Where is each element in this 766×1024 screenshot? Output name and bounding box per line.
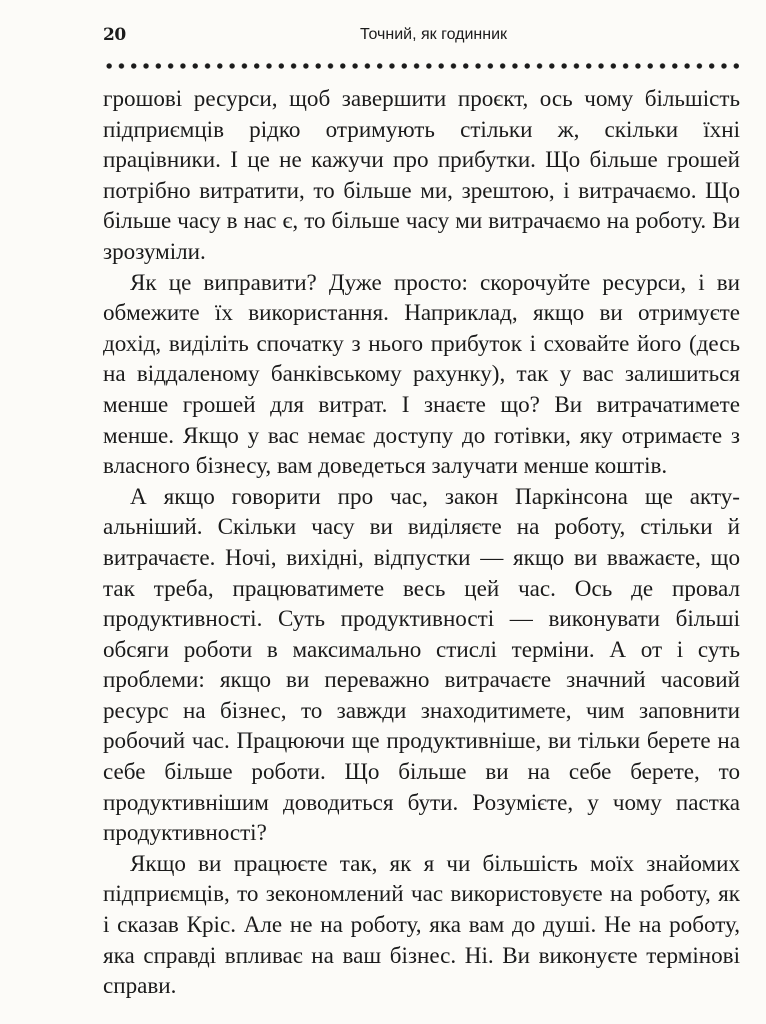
dotted-separator <box>103 62 740 70</box>
paragraph: Якщо ви працюєте так, як я чи більшість моїх знайомих підприємців, то зекономлений час використовуєте на роботу, як і сказав Кріс. Але не на роботу, яка вам до душі. Не на роботу, яка справді впливає на ваш бізнес. Ні. Ви виконуєте термінові справи. <box>103 849 740 999</box>
paragraph: грошові ресурси, щоб завершити проєкт, ось чому більшість підприємців рідко отримують стільки ж, скільки їхні працівники. І це не кажучи про прибутки. Що більше грошей потрібно витратити, то більше ми, зрештою, і витрачаємо. Що більше часу в нас є, то більше часу ми витрачаємо на роботу. Ви зрозуміли. <box>103 85 740 264</box>
page-number: 20 <box>103 25 126 45</box>
paragraph: Як це виправити? Дуже просто: скорочуйте ресурси, і ви обмежите їх використання. Наприклад, якщо ви отримуєте дохід, виділіть спочатку з нього прибуток і сховайте його (десь на віддаленому банківському рахунку), так у вас залишиться менше грошей для витрат. І знаєте що? Ви витрачатимете менше. Якщо у вас немає доступу до готівки, яку отримаєте з власного бізнесу, вам доведеться залучати менше коштів. <box>103 268 740 479</box>
page-header <box>103 22 740 48</box>
body-text <box>103 83 740 1001</box>
paragraph: А якщо говорити про час, закон Паркінсона ще актуальніший. Скільки часу ви виділяєте на роботу, стільки й витрачаєте. Ночі, вихідні, відпустки — якщо ви вважаєте, що так треба, працюватимете весь цей час. Ось де провал продуктивності. Суть продуктивності — виконувати більші обсяги роботи в максимально стислі терміни. А от і суть проблеми: якщо ви переважно витрачаєте значний часовий ресурс на бізнес, то завжди знаходитимете, чим заповнити робочий час. Працюючи ще продуктивніше, ви тільки берете на себе більше роботи. Що більше ви на себе берете, то продуктивнішим доводиться бути. Розумієте, у чому пастка продуктивності? <box>103 482 740 846</box>
running-title: Точний, як годинник <box>359 26 508 43</box>
